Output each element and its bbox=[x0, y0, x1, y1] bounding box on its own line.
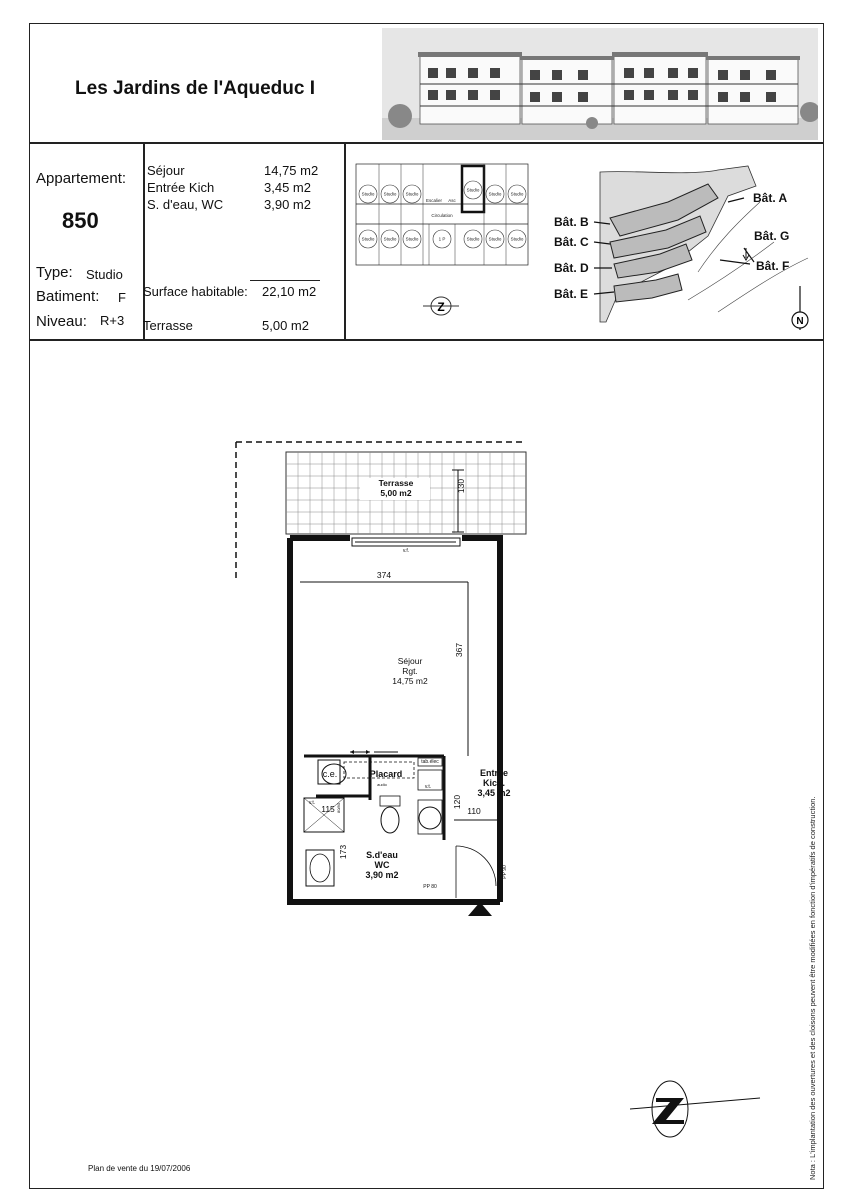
dim-120: 120 bbox=[452, 794, 462, 810]
entree-room-sub: Kich. bbox=[482, 778, 506, 788]
niveau-label: Niveau: bbox=[36, 313, 87, 330]
level-plan bbox=[354, 162, 530, 267]
pp90-label: PP 90 bbox=[502, 865, 508, 879]
construction-note: Nota : L'implantation des ouvertures et des cloisons peuvent être modifiées en fonction d'impératifs de construction. bbox=[808, 796, 817, 1180]
surface-row-value: 14,75 m2 bbox=[264, 163, 319, 178]
level-cell-label: Studio bbox=[488, 236, 502, 242]
dim-115: 115 bbox=[321, 804, 335, 814]
surface-habitable-value: 22,10 m2 bbox=[262, 284, 317, 299]
site-plan bbox=[548, 162, 820, 334]
surface-row-value: 3,45 m2 bbox=[264, 180, 311, 195]
info-divider bbox=[29, 339, 824, 341]
sum-line bbox=[250, 280, 320, 281]
type-label: Type: bbox=[36, 264, 73, 281]
north-arrow-small-icon bbox=[423, 292, 459, 320]
level-cell-label: Studio bbox=[510, 191, 524, 197]
dim-8080: 80/80 bbox=[336, 802, 341, 814]
surface-row-value: 3,90 m2 bbox=[264, 197, 311, 212]
site-north-label: N bbox=[796, 316, 804, 327]
level-cell-label: Studio bbox=[361, 236, 375, 242]
site-label-bat-b: Bât. B bbox=[554, 215, 589, 229]
entree-room-name: Entrée bbox=[479, 768, 509, 778]
sejour-room-sub: Rgt. bbox=[402, 666, 418, 676]
niveau-value: R+3 bbox=[100, 313, 125, 328]
col-divider-2 bbox=[344, 142, 346, 340]
dim-367: 367 bbox=[454, 642, 464, 658]
site-label-bat-c: Bât. C bbox=[554, 235, 589, 249]
level-cell-label: Studio bbox=[488, 191, 502, 197]
level-cell-label: 1 P bbox=[438, 236, 446, 242]
escalier-label: Escalier bbox=[425, 198, 443, 203]
north-arrow-icon bbox=[630, 1078, 762, 1140]
tab-elec-label: tab.élec bbox=[421, 759, 439, 765]
batiment-label: Batiment: bbox=[36, 288, 100, 305]
footer-date: Plan de vente du 19/07/2006 bbox=[88, 1164, 191, 1173]
sdeau-room-area: 3,90 m2 bbox=[365, 870, 399, 880]
apartment-number: 850 bbox=[62, 208, 99, 233]
surface-row-name: Séjour bbox=[147, 163, 185, 178]
sejour-room-area: 14,75 m2 bbox=[392, 676, 428, 686]
site-label-bat-a: Bât. A bbox=[753, 191, 788, 205]
appartement-label: Appartement: bbox=[36, 170, 127, 187]
site-label-bat-f: Bât. F bbox=[756, 259, 790, 273]
terrasse-label: Terrasse bbox=[143, 318, 193, 333]
dim-110: 110 bbox=[467, 806, 481, 816]
pp80-label: PP 80 bbox=[423, 884, 437, 890]
level-cell-label: Studio bbox=[405, 236, 419, 242]
surface-row-name: Entrée Kich bbox=[147, 180, 215, 195]
level-cell-label: Studio bbox=[510, 236, 524, 242]
batiment-value: F bbox=[118, 290, 126, 305]
header-divider bbox=[29, 142, 824, 144]
vt2-label: v.t. bbox=[424, 784, 432, 790]
surface-row-name: S. d'eau, WC bbox=[147, 197, 224, 212]
dim-130: 130 bbox=[456, 478, 466, 494]
circulation-label: Circulation bbox=[431, 213, 453, 218]
col-divider-1 bbox=[143, 142, 145, 340]
level-cell-label: Studio bbox=[361, 191, 375, 197]
dim-173: 173 bbox=[338, 844, 348, 860]
site-label-bat-e: Bât. E bbox=[554, 287, 589, 301]
surface-habitable-label: Surface habitable: bbox=[143, 284, 248, 299]
sdeau-room-sub: WC bbox=[374, 860, 390, 870]
placard-label: Placard bbox=[369, 769, 403, 779]
floor-plan bbox=[230, 440, 530, 930]
terrasse-value: 5,00 m2 bbox=[262, 318, 309, 333]
dim-374: 374 bbox=[376, 570, 392, 580]
sejour-room-name: Séjour bbox=[397, 656, 423, 666]
vt-label: v.t. bbox=[308, 800, 316, 806]
vf-label: v.f. bbox=[402, 548, 410, 554]
ce-label: c.e. bbox=[322, 769, 338, 779]
level-cell-label: Studio bbox=[466, 236, 480, 242]
svg-text:Z: Z bbox=[437, 300, 445, 314]
level-cell-label: Studio bbox=[405, 191, 419, 197]
sous-sol-label: audio bbox=[377, 782, 387, 787]
level-cell-label: Studio bbox=[466, 187, 480, 193]
level-cell-label: Studio bbox=[383, 191, 397, 197]
type-value: Studio bbox=[86, 267, 123, 282]
terrasse-room-area: 5,00 m2 bbox=[380, 488, 412, 498]
facade-illustration bbox=[382, 28, 818, 140]
terrasse-room-name: Terrasse bbox=[378, 478, 414, 488]
asc-label: Asc bbox=[448, 198, 456, 203]
sdeau-room-name: S.d'eau bbox=[366, 850, 398, 860]
site-label-bat-g: Bât. G bbox=[754, 229, 790, 243]
level-cell-label: Studio bbox=[383, 236, 397, 242]
page-title: Les Jardins de l'Aqueduc I bbox=[75, 78, 315, 99]
site-label-bat-d: Bât. D bbox=[554, 261, 589, 275]
entree-room-area: 3,45 m2 bbox=[477, 788, 511, 798]
